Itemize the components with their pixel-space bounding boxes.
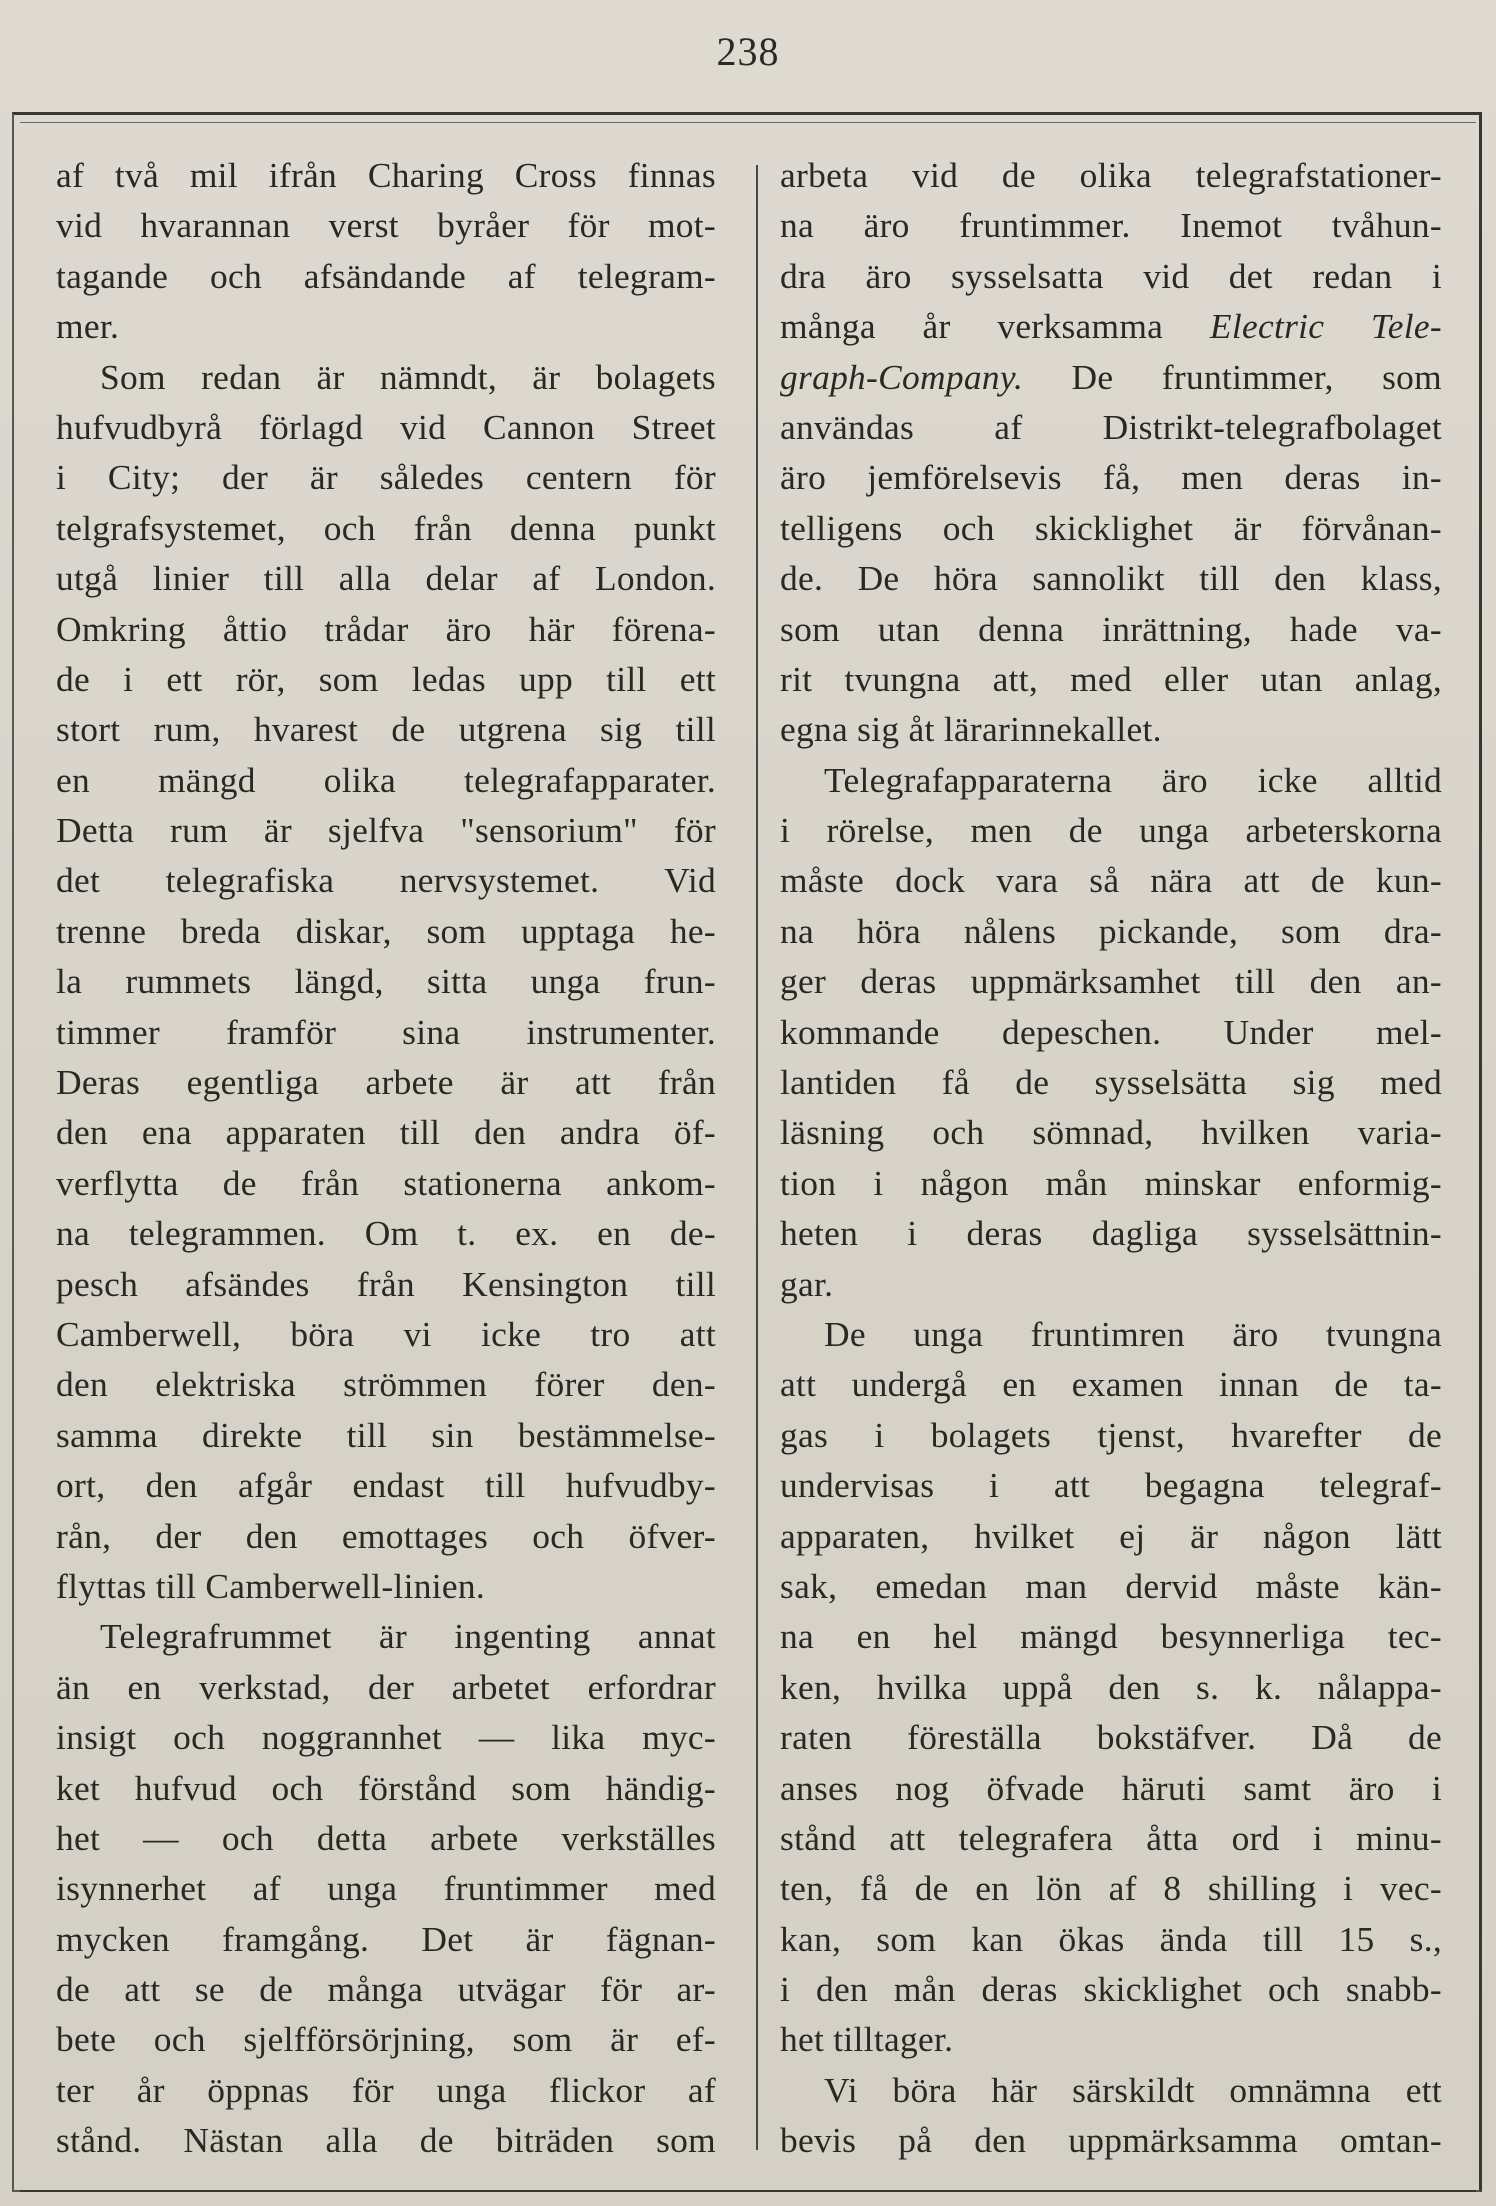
left-column-line: samma direkte till sin bestämmelse- (56, 1414, 716, 1455)
right-column-line: telligens och skicklighet är förvånan- (780, 507, 1442, 548)
left-column-line: trenne breda diskar, som upptaga he- (56, 910, 716, 951)
right-column-line: stånd att telegrafera åtta ord i minu- (780, 1817, 1442, 1858)
right-column-line: rit tvungna att, med eller utan anlag, (780, 658, 1442, 699)
right-column-line: gas i bolagets tjenst, hvarefter de (780, 1414, 1442, 1455)
right-column-line: som utan denna inrättning, hade va- (780, 608, 1442, 649)
right-column-line: na höra nålens pickande, som dra- (780, 910, 1442, 951)
right-text-column (780, 150, 1442, 2166)
right-column-line: läsning och sömnad, hvilken varia- (780, 1112, 1442, 1153)
right-column-line: användas af Distrikt-telegrafbolaget (780, 406, 1442, 447)
right-column-line: na äro fruntimmer. Inemot tvåhun- (780, 205, 1442, 246)
left-column-line: Detta rum är sjelfva "sensorium" för (56, 810, 716, 851)
right-column-line: Telegrafapparaterna äro icke alltid (824, 759, 1442, 800)
right-column-line: de. De höra sannolikt till den klass, (780, 558, 1442, 599)
left-column-line: flyttas till Camberwell-linien. (56, 1565, 485, 1606)
right-column-line: raten föreställa bokstäfver. Då de (780, 1717, 1442, 1758)
right-column-line: kommande depeschen. Under mel- (780, 1011, 1442, 1052)
left-column-line: hufvudbyrå förlagd vid Cannon Street (56, 406, 716, 447)
left-column-line: insigt och noggrannhet — lika myc- (56, 1717, 716, 1758)
left-column-line: Omkring åttio trådar äro här förena- (56, 608, 716, 649)
right-column-line: graph-Company. De fruntimmer, som (780, 356, 1442, 397)
right-column-line: arbeta vid de olika telegrafstationer- (780, 155, 1442, 195)
right-column-line: heten i deras dagliga sysselsättnin- (780, 1213, 1442, 1254)
right-column-line: måste dock vara så nära att de kun- (780, 860, 1442, 901)
right-column-line: ger deras uppmärksamhet till den an- (780, 961, 1442, 1002)
right-column-line: ken, hvilka uppå den s. k. nålappa- (780, 1666, 1442, 1707)
right-column-line: De unga fruntimren äro tvungna (824, 1313, 1442, 1354)
right-column-line: anses nog öfvade häruti samt äro i (780, 1767, 1442, 1808)
left-column-line: ket hufvud och förstånd som händig- (56, 1767, 716, 1808)
page-number: 238 (716, 29, 780, 74)
right-column-line: lantiden få de sysselsätta sig med (780, 1062, 1442, 1103)
left-column-line: Telegrafrummet är ingenting annat (100, 1616, 716, 1657)
right-column-line: kan, som kan ökas ända till 15 s., (780, 1918, 1442, 1959)
left-column-line: timmer framför sina instrumenter. (56, 1011, 716, 1052)
left-column-line: vid hvarannan verst byråer för mot- (56, 205, 716, 246)
left-column-line: de att se de många utvägar för ar- (56, 1969, 716, 2010)
right-column-line: na en hel mängd besynnerliga tec- (780, 1616, 1442, 1657)
right-column-line: apparaten, hvilket ej är någon lätt (780, 1515, 1442, 1556)
right-column-line: gar. (780, 1263, 834, 1304)
right-column-line: ten, få de en lön af 8 shilling i vec- (780, 1868, 1442, 1909)
left-column-line: de i ett rör, som ledas upp till ett (56, 658, 716, 699)
left-column-line: tagande och afsändande af telegram- (56, 255, 716, 296)
left-column-line: Camberwell, böra vi icke tro att (56, 1313, 716, 1354)
left-column-line: pesch afsändes från Kensington till (56, 1263, 716, 1304)
left-column-line: i City; der är således centern för (56, 457, 716, 498)
column-divider (756, 165, 758, 2150)
right-column-line: sak, emedan man dervid måste kän- (780, 1565, 1442, 1606)
left-column-line: än en verkstad, der arbetet erfordrar (56, 1666, 716, 1707)
left-column-line: det telegrafiska nervsystemet. Vid (56, 860, 716, 901)
left-column-line: stånd. Nästan alla de biträden som (56, 2120, 716, 2161)
left-column-line: den ena apparaten till den andra öf- (56, 1112, 716, 1153)
left-column-line: utgå linier till alla delar af London. (56, 558, 716, 599)
left-column-line: stort rum, hvarest de utgrena sig till (56, 709, 716, 750)
right-column-line: äro jemförelsevis få, men deras in- (780, 457, 1442, 498)
right-column-line: tion i någon mån minskar enformig- (780, 1162, 1442, 1203)
left-column-line: bete och sjelfförsörjning, som är ef- (56, 2019, 716, 2060)
right-column-line: dra äro sysselsatta vid det redan i (780, 255, 1442, 296)
left-column-line: den elektriska strömmen förer den- (56, 1364, 716, 1405)
left-column-line: mycken framgång. Det är fägnan- (56, 1918, 716, 1959)
left-column-line: telgrafsystemet, och från denna punkt (56, 507, 716, 548)
right-column-line: Vi böra här särskildt omnämna ett (824, 2069, 1442, 2110)
right-column-line: många år verksamma Electric Tele- (780, 306, 1443, 347)
left-column-line: la rummets längd, sitta unga frun- (56, 961, 716, 1002)
left-column-line: Som redan är nämndt, är bolagets (100, 356, 716, 397)
left-column-line: Deras egentliga arbete är att från (56, 1062, 716, 1103)
right-column-line: undervisas i att begagna telegraf- (780, 1465, 1442, 1506)
left-column-line: en mängd olika telegrafapparater. (56, 759, 716, 800)
left-column-line: mer. (56, 306, 120, 347)
left-text-column (56, 150, 716, 2166)
left-column-line: af två mil ifrån Charing Cross finnas (56, 155, 716, 195)
left-column-line: ort, den afgår endast till hufvudby- (56, 1465, 716, 1506)
right-column-line: att undergå en examen innan de ta- (780, 1364, 1442, 1405)
left-column-line: na telegrammen. Om t. ex. en de- (56, 1213, 716, 1254)
left-column-line: verflytta de från stationerna ankom- (56, 1162, 716, 1203)
left-column-line: ter år öppnas för unga flickor af (56, 2069, 716, 2110)
left-column-line: het — och detta arbete verkställes (56, 1817, 716, 1858)
right-column-line: i den mån deras skicklighet och snabb- (780, 1969, 1442, 2010)
right-column-line: i rörelse, men de unga arbeterskorna (780, 810, 1442, 851)
left-column-line: rån, der den emottages och öfver- (56, 1515, 716, 1556)
left-column-line: isynnerhet af unga fruntimmer med (56, 1868, 716, 1909)
right-column-line: het tilltager. (780, 2019, 954, 2060)
right-column-line: egna sig åt lärarinnekallet. (780, 709, 1162, 750)
right-column-line: bevis på den uppmärksamma omtan- (780, 2120, 1442, 2161)
